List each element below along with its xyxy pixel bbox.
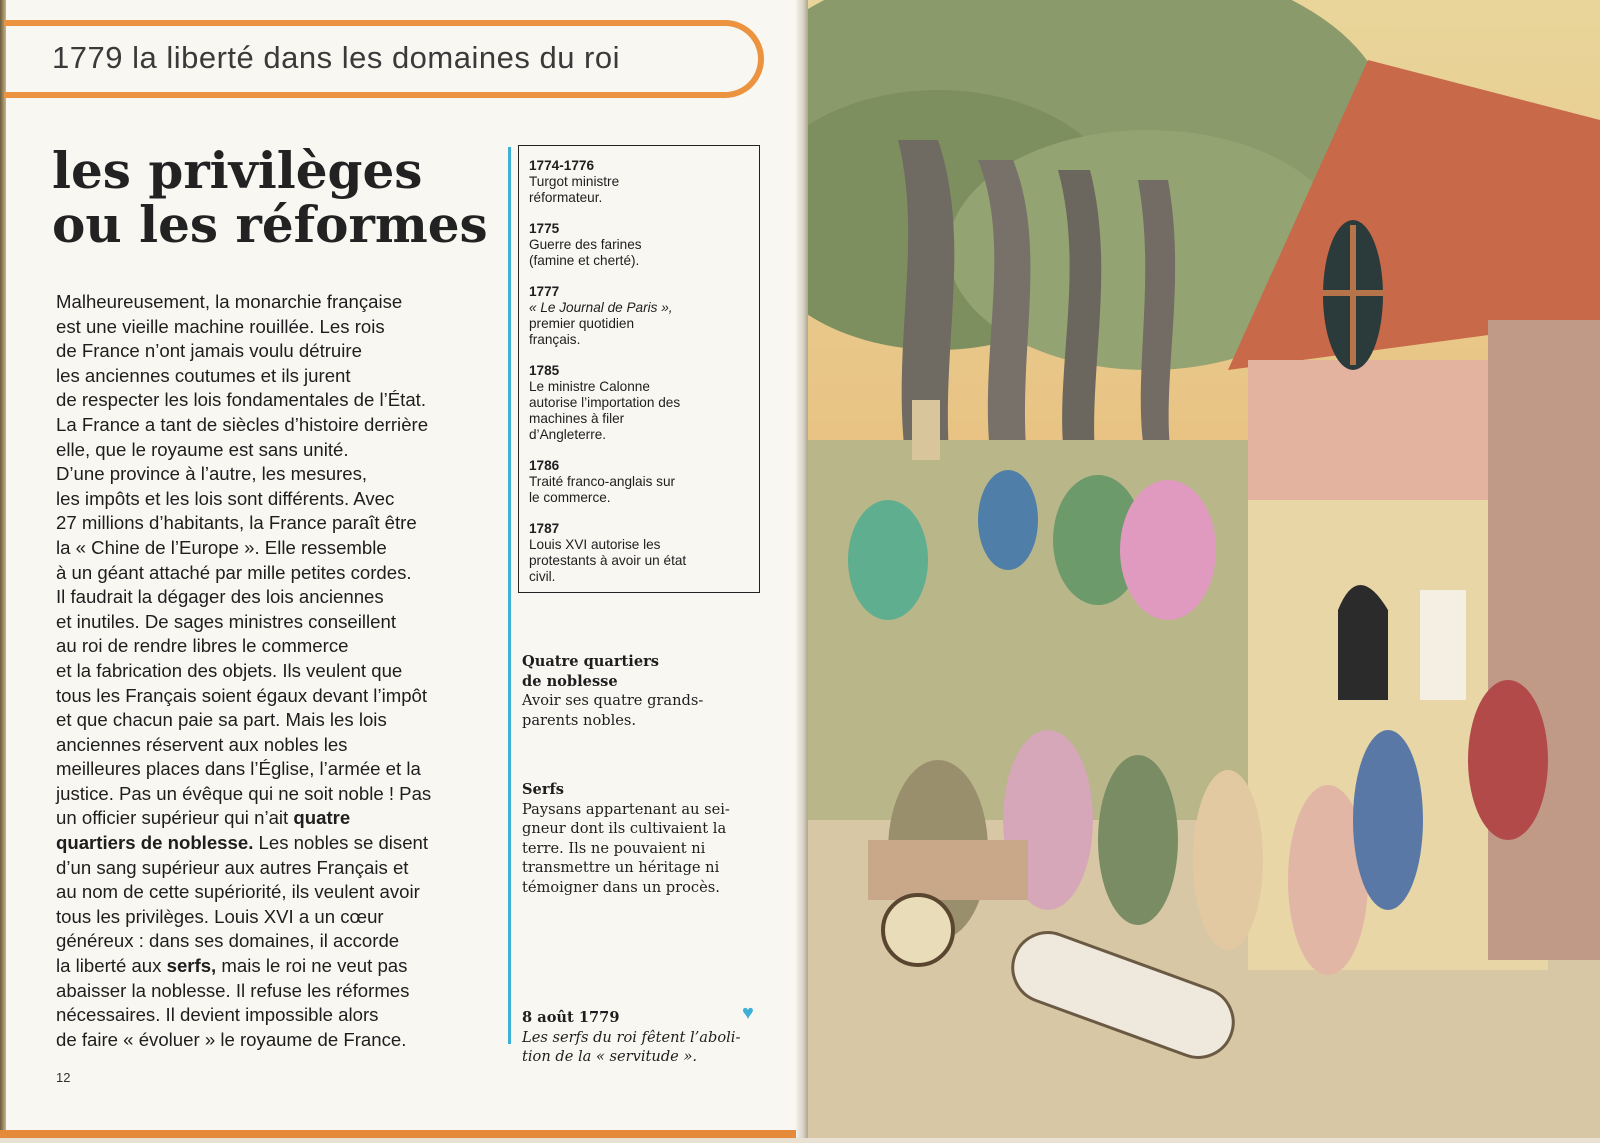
body-line: 27 millions d’habitants, la France paraît être — [56, 512, 417, 534]
body-line: de respecter les lois fondamentales de l’État. — [56, 389, 427, 411]
body-line — [56, 806, 498, 831]
chronology-box — [518, 145, 760, 593]
chronology-text: Turgot ministre — [529, 174, 620, 189]
column-divider — [508, 147, 511, 1044]
body-line: de faire « évoluer » le royaume de France. — [56, 1028, 407, 1050]
body-line: anciennes réservent aux nobles les — [56, 733, 348, 755]
chronology-year: 1785 — [529, 363, 560, 378]
page-edge — [0, 0, 6, 1138]
illustration-svg — [808, 0, 1600, 1138]
page-number: 12 — [56, 1070, 71, 1085]
body-line: Malheureusement, la monarchie française — [56, 291, 403, 312]
caption-text: Les serfs du roi fêtent l’aboli- — [522, 1028, 741, 1046]
illustration-caption — [522, 1008, 762, 1067]
glossary-definition: parents nobles. — [522, 711, 637, 729]
body-line: Il faudrait la dégager des lois anciennes — [56, 586, 384, 608]
bold-term: serfs, — [166, 955, 217, 977]
chronology-entry — [529, 158, 749, 206]
glossary-definition: terre. Ils ne pouvaient ni — [522, 839, 706, 857]
body-line: est une vieille machine rouillée. Les rois — [56, 315, 385, 337]
chronology-text: civil. — [529, 569, 556, 584]
glossary-term: de noblesse — [522, 672, 618, 690]
chronology-text: Guerre des farines — [529, 237, 642, 252]
chronology-entry — [529, 284, 749, 348]
chronology-text: machines à filer — [529, 411, 625, 426]
body-line: meilleures places dans l’Église, l’armée et la — [56, 758, 421, 780]
body-line: au roi de rendre libres le commerce — [56, 635, 349, 657]
statue — [912, 400, 940, 460]
chronology-entry — [529, 521, 749, 585]
chronology-entry — [529, 221, 749, 269]
glossary-definition: transmettre un héritage ni — [522, 859, 720, 876]
glossary-noblesse — [522, 652, 762, 730]
chronology-text: premier quotidien — [529, 316, 635, 331]
caption-title: 8 août 1779 — [522, 1009, 620, 1026]
title-line: les privilèges — [52, 141, 423, 200]
newspaper-title: « Le Journal de Paris », — [529, 300, 673, 315]
body-line: les impôts et les lois sont différents. Avec — [56, 487, 395, 509]
article-body — [56, 290, 498, 1052]
glossary-definition: Paysans appartenant au sei- — [522, 800, 730, 818]
glossary-term: Quatre quartiers — [522, 653, 660, 670]
chronology-text: (famine et cherté). — [529, 253, 640, 268]
body-line: les anciennes coutumes et ils jurent — [56, 364, 351, 386]
chronology-text: protestants à avoir un état — [529, 553, 687, 568]
chronology-year: 1775 — [529, 221, 560, 236]
chronology-year: 1786 — [529, 458, 560, 473]
chronology-year: 1787 — [529, 521, 560, 536]
glossary-definition: gneur dont ils cultivaient la — [522, 820, 727, 837]
body-line: au nom de cette supériorité, ils veulent avoir — [56, 881, 420, 903]
chronology-text: d’Angleterre. — [529, 427, 607, 442]
chronology-text: autorise l’importation des — [529, 395, 681, 410]
body-line: et que chacun paie sa part. Mais les lois — [56, 709, 387, 731]
caption-pointer-icon: ♥ — [742, 1002, 754, 1024]
body-line: nécessaires. Il devient impossible alors — [56, 1004, 379, 1026]
posted-decree — [1420, 590, 1466, 700]
body-line: d’un sang supérieur aux autres Français et — [56, 856, 409, 878]
chronology-entry — [529, 458, 749, 506]
church-door — [1338, 585, 1388, 700]
body-line: à un géant attaché par mille petites cordes. — [56, 561, 412, 583]
chronology-text: Traité franco-anglais sur — [529, 474, 676, 489]
village-celebration-illustration — [808, 0, 1600, 1138]
body-line: D’une province à l’autre, les mesures, — [56, 463, 368, 485]
page-header: 1779 la liberté dans les domaines du roi — [52, 40, 621, 75]
chronology-entry — [529, 363, 749, 443]
body-text: un officier supérieur qui n’ait — [56, 807, 289, 829]
chronology-text: Louis XVI autorise les — [529, 537, 661, 552]
article-title — [52, 141, 488, 254]
chronology-year: 1777 — [529, 284, 560, 299]
bold-term: quatre — [293, 807, 351, 829]
chronology-year: 1774-1776 — [529, 158, 595, 173]
body-text: Les nobles se disent — [253, 832, 429, 854]
body-line: et inutiles. De sages ministres conseillent — [56, 610, 397, 632]
glossary-serfs — [522, 780, 762, 897]
body-line: et la fabrication des objets. Ils veulent que — [56, 659, 403, 681]
body-line — [56, 954, 498, 979]
body-line — [56, 831, 498, 856]
body-line: justice. Pas un évêque qui ne soit noble ! Pas — [56, 782, 432, 804]
bold-term: quartiers de noblesse. — [56, 832, 254, 854]
chronology-text: français. — [529, 332, 581, 347]
page-bottom-edge — [0, 1130, 808, 1138]
glossary-definition: témoigner dans un procès. — [522, 878, 720, 896]
body-text: mais le roi ne veut pas — [216, 955, 408, 977]
body-line: abaisser la noblesse. Il refuse les réformes — [56, 979, 410, 1001]
title-line: ou les réformes — [52, 195, 488, 254]
body-line: La France a tant de siècles d’histoire derrière — [56, 413, 429, 435]
caption-text: tion de la « servitude ». — [522, 1048, 698, 1065]
chronology-text: réformateur. — [529, 190, 603, 205]
chronology-text: Le ministre Calonne — [529, 379, 650, 394]
body-line: elle, que le royaume est sans unité. — [56, 438, 349, 460]
body-line: généreux : dans ses domaines, il accorde — [56, 930, 400, 952]
glossary-term: Serfs — [522, 781, 565, 798]
glossary-definition: Avoir ses quatre grands- — [522, 692, 704, 709]
side-wall — [1488, 320, 1600, 960]
body-line: tous les privilèges. Louis XVI a un cœur — [56, 905, 384, 927]
chronology-text — [529, 300, 749, 316]
body-line: tous les Français soient égaux devant l’impôt — [56, 684, 428, 706]
body-line: la « Chine de l’Europe ». Elle ressemble — [56, 536, 387, 558]
window-cross — [1323, 290, 1383, 296]
body-text: la liberté aux — [56, 955, 162, 977]
body-line: de France n’ont jamais voulu détruire — [56, 340, 362, 362]
chronology-text: le commerce. — [529, 490, 611, 505]
